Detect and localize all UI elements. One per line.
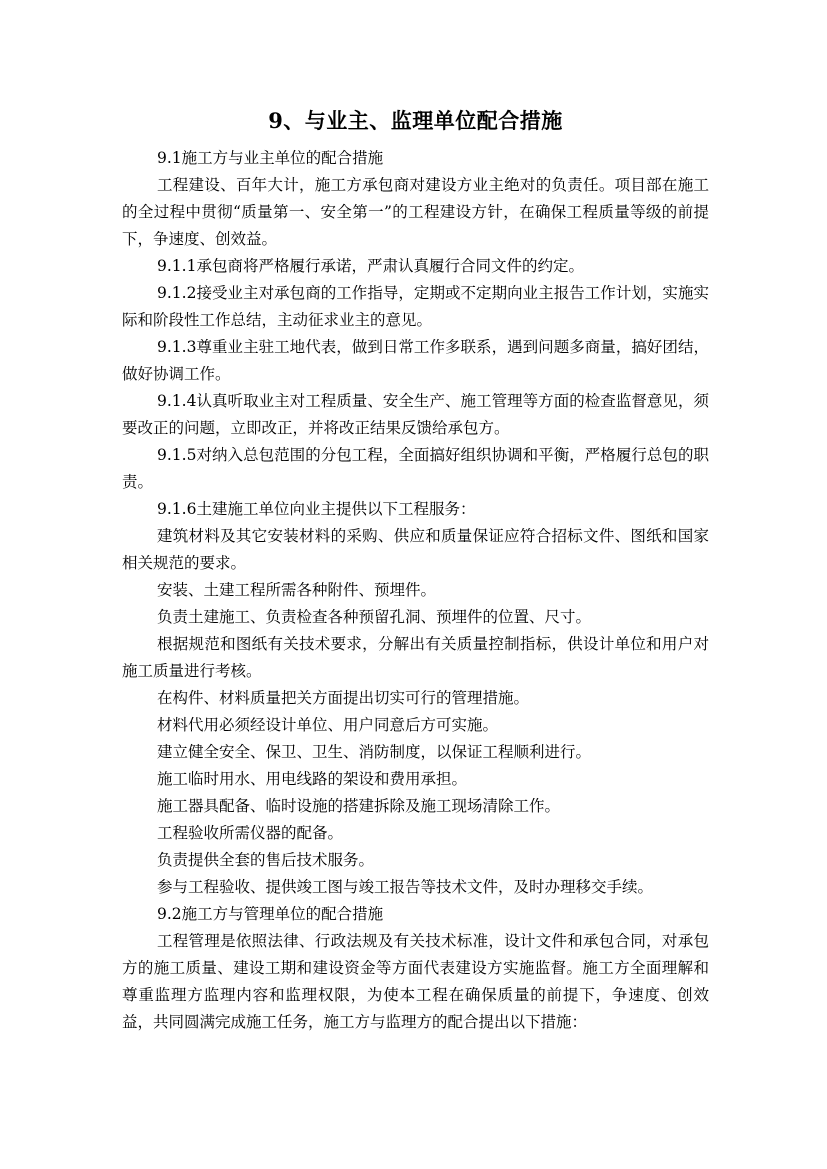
section-heading-9-1: 9.1施工方与业主单位的配合措施	[157, 149, 384, 167]
document-title: 9、与业主、监理单位配合措施	[268, 108, 563, 133]
clause-9-1-3: 9.1.3尊重业主驻工地代表，做到日常工作多联系，遇到问题多商量，搞好团结，做好协调工作。	[122, 338, 709, 383]
service-item: 在构件、材料质量把关方面提出切实可行的管理措施。	[157, 689, 530, 707]
service-item: 材料代用必须经设计单位、用户同意后方可实施。	[157, 716, 499, 734]
clause-9-1-4: 9.1.4认真听取业主对工程质量、安全生产、施工管理等方面的检查监督意见，须要改正的问题，立即改正，并将改正结果反馈给承包方。	[122, 392, 709, 437]
paragraph: 工程管理是依照法律、行政法规及有关技术标准，设计文件和承包合同，对承包方的施工质量、建设工期和建设资金等方面代表建设方实施监督。施工方全面理解和尊重监理方监理内容和监理权限，为使本工程在确保质量的前提下，争速度、创效益，共同圆满完成施工任务，施工方与监理方的配合提出以下措施：	[122, 932, 709, 1031]
service-item: 根据规范和图纸有关技术要求，分解出有关质量控制指标，供设计单位和用户对施工质量进行考核。	[122, 635, 709, 680]
service-item: 参与工程验收、提供竣工图与竣工报告等技术文件，及时办理移交手续。	[157, 878, 654, 896]
service-item: 安装、土建工程所需各种附件、预埋件。	[157, 581, 437, 599]
section-heading-9-2: 9.2施工方与管理单位的配合措施	[157, 905, 384, 923]
paragraph: 工程建设、百年大计，施工方承包商对建设方业主绝对的负责任。项目部在施工的全过程中贯彻“质量第一、安全第一”的工程建设方针，在确保工程质量等级的前提下，争速度、创效益。	[122, 176, 709, 248]
service-item: 负责土建施工、负责检查各种预留孔洞、预埋件的位置、尺寸。	[157, 608, 592, 626]
clause-9-1-1: 9.1.1承包商将严格履行承诺，严肃认真履行合同文件的约定。	[157, 257, 584, 275]
clause-9-1-5: 9.1.5对纳入总包范围的分包工程，全面搞好组织协调和平衡，严格履行总包的职责。	[122, 446, 709, 491]
service-item: 施工器具配备、临时设施的搭建拆除及施工现场清除工作。	[157, 797, 561, 815]
service-item: 工程验收所需仪器的配备。	[157, 824, 344, 842]
service-item: 建筑材料及其它安装材料的采购、供应和质量保证应符合招标文件、图纸和国家相关规范的要求。	[122, 527, 709, 572]
service-item: 建立健全安全、保卫、卫生、消防制度，以保证工程顺利进行。	[157, 743, 592, 761]
service-item: 施工临时用水、用电线路的架设和费用承担。	[157, 770, 468, 788]
clause-9-1-2: 9.1.2接受业主对承包商的工作指导，定期或不定期向业主报告工作计划，实施实际和阶段性工作总结，主动征求业主的意见。	[122, 284, 709, 329]
service-item: 负责提供全套的售后技术服务。	[157, 851, 375, 869]
clause-9-1-6: 9.1.6土建施工单位向业主提供以下工程服务：	[157, 500, 476, 518]
